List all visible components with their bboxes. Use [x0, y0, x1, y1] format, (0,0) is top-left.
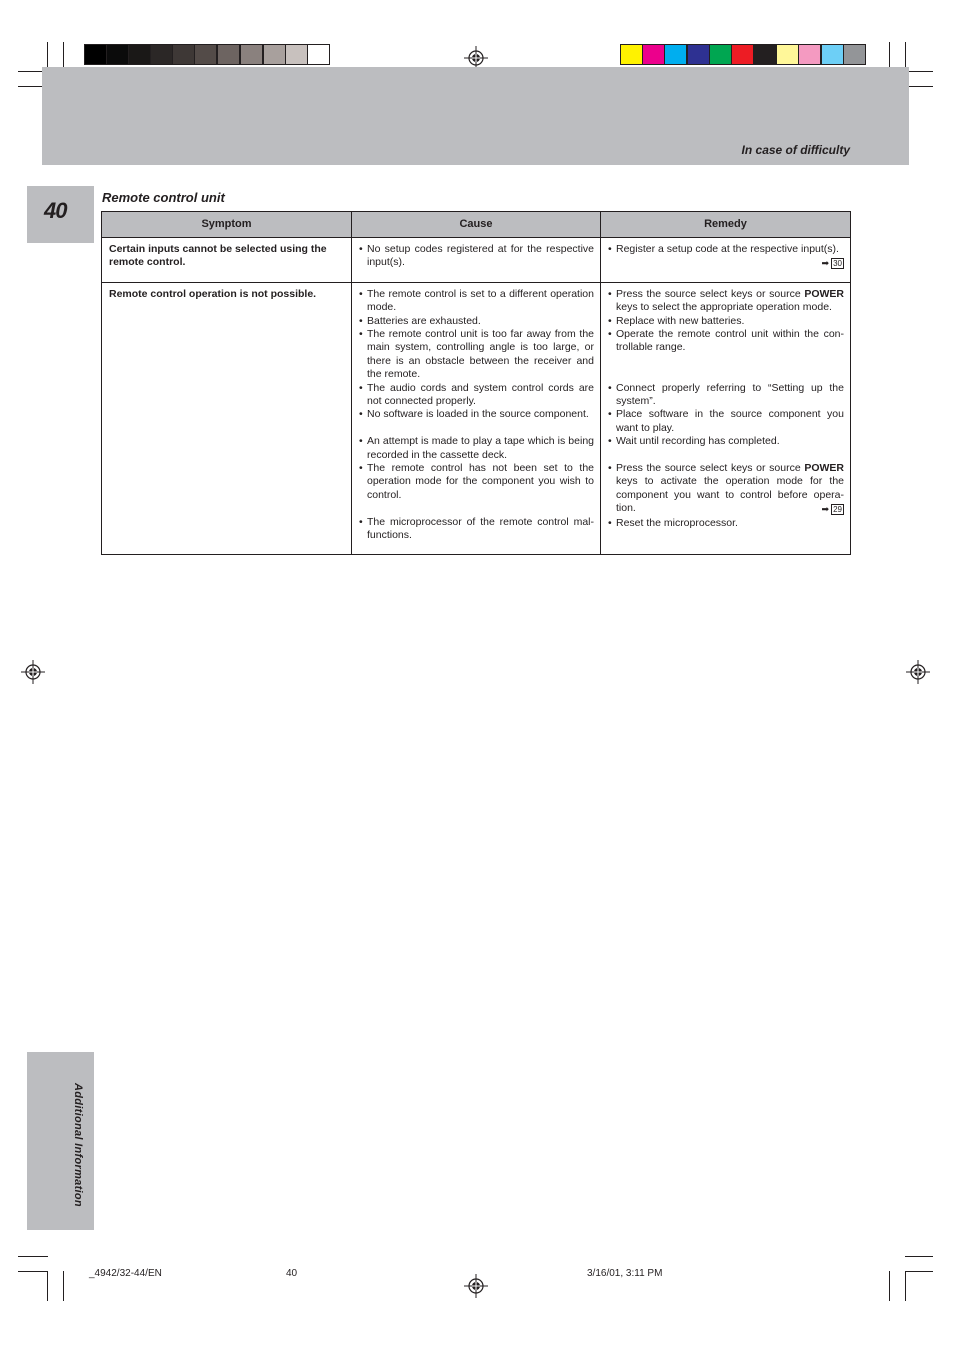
cause-item: • No software is loaded in the source component.	[359, 408, 594, 421]
table-row	[102, 282, 851, 555]
symptom-cell: Certain inputs cannot be selected using the remote control.	[102, 238, 352, 283]
crop-mark	[905, 86, 933, 87]
header-title: In case of difficulty	[741, 143, 850, 157]
gray-swatch	[217, 44, 240, 65]
remedy-item: • Press the source select keys or source POWER keys to select the appropriate operation mode.	[608, 288, 844, 315]
column-header-cause: Cause	[352, 212, 601, 238]
side-tab-label: Additional Information	[72, 1083, 84, 1207]
remedy-cell	[601, 238, 851, 283]
symptom-cell: Remote control operation is not possible.	[102, 282, 352, 555]
cause-item: • Batteries are exhausted.	[359, 315, 594, 328]
color-swatch	[798, 44, 821, 65]
gray-swatch	[106, 44, 129, 65]
column-header-symptom: Symptom	[102, 212, 352, 238]
crop-mark	[905, 1271, 906, 1301]
remedy-item: • Connect properly referring to “Setting up the system”.	[608, 382, 844, 409]
cause-item: • The audio cords and system control cords are not connected properly.	[359, 382, 594, 409]
remedy-item: • Operate the remote control unit within the con-trollable range.	[608, 328, 844, 355]
registration-mark-icon	[906, 660, 930, 684]
cause-cell	[352, 238, 601, 283]
gray-swatch	[285, 44, 308, 65]
page-reference: 30	[833, 259, 842, 269]
color-swatch	[620, 44, 643, 65]
crop-mark	[63, 1271, 64, 1301]
cause-item: • No setup codes registered at for the respective input(s).	[359, 243, 594, 270]
troubleshooting-table	[101, 211, 851, 555]
crop-mark	[905, 1256, 933, 1257]
arrow-icon: ➡	[821, 258, 830, 269]
color-swatch	[709, 44, 732, 65]
crop-mark	[905, 71, 933, 72]
crop-mark	[18, 1256, 48, 1257]
column-header-remedy: Remedy	[601, 212, 851, 238]
cause-item: • The remote control is set to a different operation mode.	[359, 288, 594, 315]
crop-mark	[905, 1271, 933, 1272]
color-swatch	[731, 44, 754, 65]
arrow-icon: ➡	[821, 504, 830, 515]
registration-mark-icon	[464, 1274, 488, 1298]
registration-mark-icon	[21, 660, 45, 684]
remedy-item: • Register a setup code at the respective input(s).	[608, 243, 844, 256]
cause-item: • The remote control unit is too far away from the main system, controlling angle is too large, or there is an obstacle between the receiver and the remote.	[359, 328, 594, 382]
remedy-item: • Press the source select keys or source POWER keys to activate the operation mode for the component you want to control before opera-tion.	[608, 462, 844, 516]
gray-swatch	[150, 44, 173, 65]
footer-file-id: _4942/32-44/EN	[89, 1268, 162, 1279]
color-swatch	[843, 44, 866, 65]
cause-item: • The microprocessor of the remote control mal-functions.	[359, 516, 594, 543]
crop-mark	[47, 1271, 48, 1301]
remedy-item: • Wait until recording has completed.	[608, 435, 844, 448]
color-swatch	[642, 44, 665, 65]
crop-mark	[18, 1271, 48, 1272]
cause-cell	[352, 282, 601, 555]
gray-swatch	[240, 44, 263, 65]
footer-page: 40	[286, 1268, 298, 1279]
gray-swatch	[307, 44, 330, 65]
gray-swatch	[172, 44, 195, 65]
table-header-row	[102, 212, 851, 238]
remedy-item: • Replace with new batteries.	[608, 315, 844, 328]
table-row	[102, 238, 851, 283]
cause-item: • An attempt is made to play a tape which is being recorded in the cassette deck.	[359, 435, 594, 462]
gray-swatch	[128, 44, 151, 65]
gray-swatch	[84, 44, 107, 65]
page-reference: 29	[833, 505, 842, 515]
color-swatch	[664, 44, 687, 65]
gray-swatch	[194, 44, 217, 65]
remedy-item: • Reset the microprocessor.	[608, 517, 844, 530]
cause-item: • The remote control has not been set to the operation mode for the component you wish to control.	[359, 462, 594, 502]
crop-mark	[889, 1271, 890, 1301]
color-swatch	[753, 44, 776, 65]
color-swatch	[776, 44, 799, 65]
color-swatch	[687, 44, 710, 65]
gray-swatch	[263, 44, 286, 65]
footer-datetime: 3/16/01, 3:11 PM	[587, 1268, 663, 1279]
remedy-item: • Place software in the source component you want to play.	[608, 408, 844, 435]
page-number: 40	[44, 198, 67, 223]
section-title: Remote control unit	[102, 190, 225, 205]
remedy-cell	[601, 282, 851, 555]
color-swatch	[821, 44, 844, 65]
